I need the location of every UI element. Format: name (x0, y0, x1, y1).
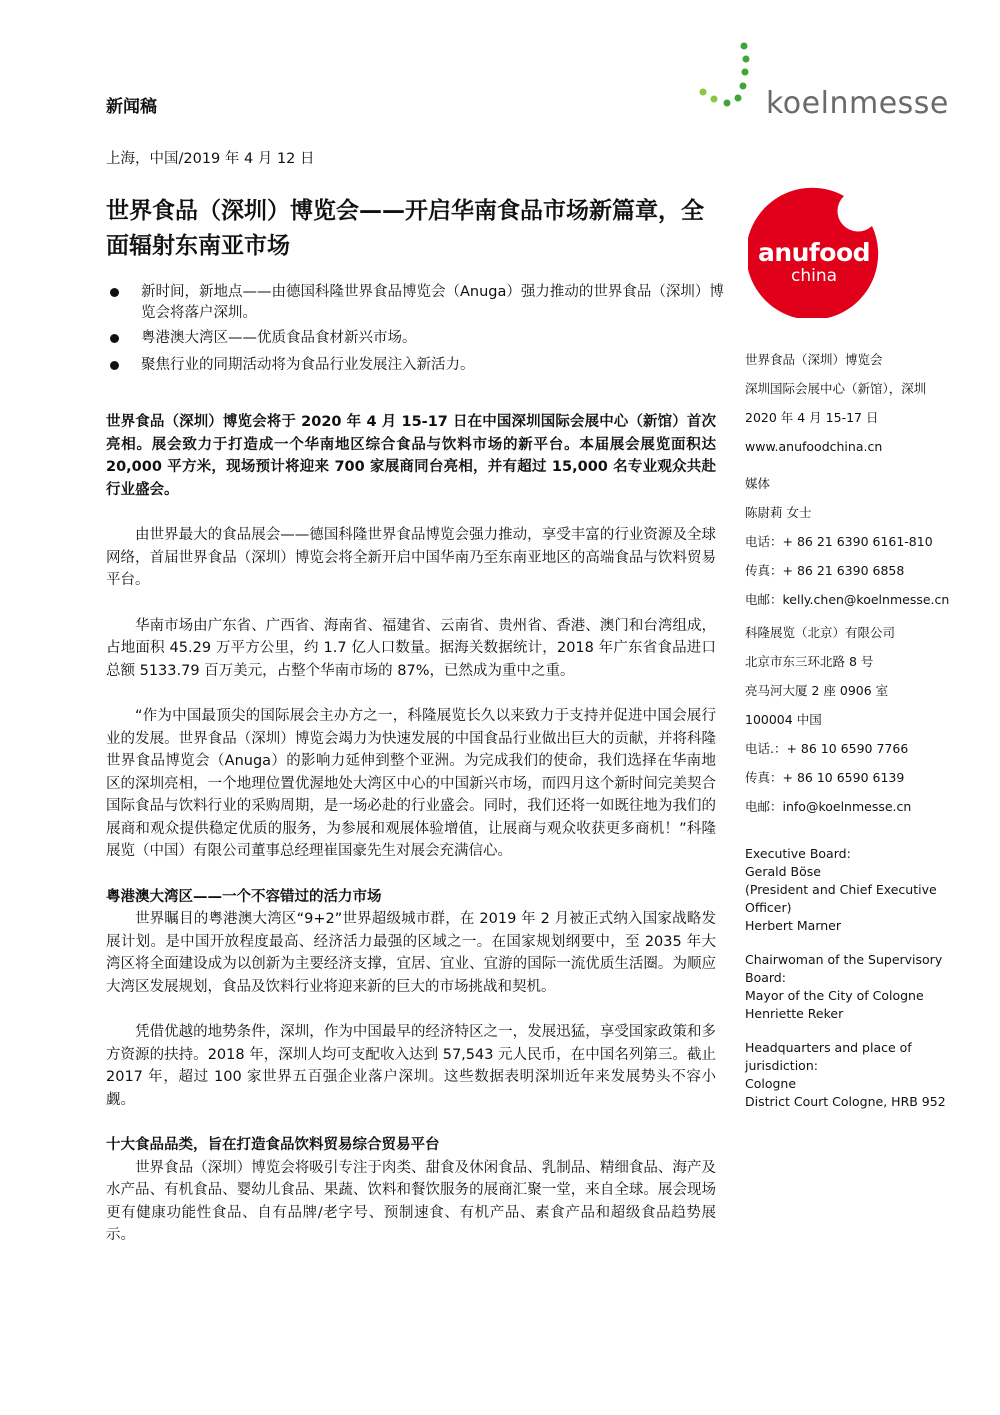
article-body (106, 411, 716, 1270)
company-address-line: 北京市东三环北路 8 号 (745, 654, 874, 669)
media-email-link[interactable]: 电邮：kelly.chen@koelnmesse.cn (745, 592, 950, 607)
lead-paragraph: 世界食品（深圳）博览会将于 2020 年 4 月 15-17 日在中国深圳国际会展中心（新馆）首次亮相。展会致力于打造成一个华南地区综合食品与饮料市场的新平台。本届展会展览面积达 20,000 平方米，现场预计将迎来 700 家展商同台亮相，并有超过 15,000 名专业观众共赴行业盛会。 (106, 414, 716, 498)
media-contact (745, 469, 985, 614)
document-type-label: 新闻稿 (106, 97, 157, 117)
chair-line: Chairwoman of the Supervisory (745, 952, 943, 967)
chair-line: Mayor of the City of Cologne (745, 988, 924, 1003)
koelnmesse-wordmark: koelnmesse (766, 86, 949, 121)
section-heading: 粤港澳大湾区——一个不容错过的活力市场 (106, 888, 382, 905)
media-fax: 传真：+ 86 21 6390 6858 (745, 563, 905, 578)
chair-line: Board: (745, 970, 786, 985)
media-contact-name: 陈尉莉 女士 (745, 505, 812, 520)
company-contact (745, 618, 985, 821)
company-address-line: 亮马河大厦 2 座 0906 室 (745, 683, 889, 698)
paragraph: 世界瞩目的粤港澳大湾区“9+2”世界超级城市群，在 2019 年 2 月被正式纳入国家战略发展计划。是中国开放程度最高、经济活力最强的区域之一。在国家规划纲要中，至 2035 年大湾区将全面建设成为以创新为主要经济支撑，宜居、宜业、宜游的国际一流优质生活圈。为顺应大湾区发展规划，食品及饮料行业将迎来新的巨大的市场挑战和契机。 (106, 911, 716, 995)
koelnmesse-dots-icon (700, 43, 750, 107)
paragraph: 世界食品（深圳）博览会将吸引专注于肉类、甜食及休闲食品、乳制品、精细食品、海产及水产品、有机食品、婴幼儿食品、果蔬、饮料和餐饮服务的展商汇聚一堂，来自全球。展会现场更有健康功能性食品、自有品牌/老字号、预制速食、有机产品、素食产品和超级食品趋势展示。 (106, 1159, 716, 1243)
section-heading: 十大食品品类，旨在打造食品饮料贸易综合贸易平台 (106, 1137, 440, 1153)
hq-line: jurisdiction: (745, 1058, 818, 1073)
bullet-icon (110, 334, 119, 343)
event-venue: 深圳国际会展中心（新馆），深圳 (745, 381, 927, 396)
anufood-logo-sub: china (790, 266, 838, 286)
chair-line: Henriette Reker (745, 1006, 844, 1021)
supervisory-board (745, 951, 985, 1023)
media-heading: 媒体 (745, 476, 771, 491)
key-points-list (106, 282, 724, 380)
headquarters-info (745, 1039, 985, 1111)
key-point: 粤港澳大湾区——优质食品食材新兴市场。 (106, 328, 724, 349)
paragraph: 由世界最大的食品展会——德国科隆世界食品博览会强力推动，享受丰富的行业资源及全球网络，首届世界食品（深圳）博览会将全新开启中国华南乃至东南亚地区的高端食品与饮料贸易平台。 (106, 527, 716, 588)
hq-line: District Court Cologne, HRB 952 (745, 1094, 946, 1109)
company-phone: 电话.：+ 86 10 6590 7766 (745, 741, 909, 756)
board-line: Gerald Böse (745, 864, 821, 879)
contact-sidebar (745, 345, 985, 1111)
media-phone: 电话：+ 86 21 6390 6161-810 (745, 534, 933, 549)
board-line: Executive Board: (745, 846, 851, 861)
board-line: (President and Chief Executive (745, 882, 937, 897)
key-point: 聚焦行业的同期活动将为食品行业发展注入新活力。 (106, 355, 724, 376)
company-fax: 传真：+ 86 10 6590 6139 (745, 770, 905, 785)
event-website-link[interactable]: www.anufoodchina.cn (745, 439, 883, 454)
anufood-logo-name: anufood (757, 238, 871, 267)
bullet-icon (110, 288, 119, 297)
paragraph: 华南市场由广东省、广西省、海南省、福建省、云南省、贵州省、香港、澳门和台湾组成，占地面积 45.29 万平方公里，约 1.7 亿人口数量。据海关数据统计，2018 年广东省食品进口总额 5133.79 百万美元，占整个华南市场的 87%，已然成为重中之重。 (106, 617, 716, 679)
company-postcode: 100004 中国 (745, 712, 822, 727)
event-info (745, 345, 985, 461)
event-date: 2020 年 4 月 15-17 日 (745, 410, 879, 425)
board-line: Officer) (745, 900, 792, 915)
company-name: 科隆展览（北京）有限公司 (745, 625, 896, 640)
key-point: 新时间，新地点——由德国科隆世界食品博览会（Anuga）强力推动的世界食品（深圳）博览会将落户深圳。 (106, 282, 724, 324)
board-line: Herbert Marner (745, 918, 841, 933)
event-name: 世界食品（深圳）博览会 (745, 352, 883, 367)
dateline: 上海，中国/2019 年 4 月 12 日 (106, 151, 315, 167)
bullet-icon (110, 361, 119, 370)
hq-line: Headquarters and place of (745, 1040, 912, 1055)
company-email-link[interactable]: 电邮：info@koelnmesse.cn (745, 799, 912, 814)
hq-line: Cologne (745, 1076, 797, 1091)
headline: 世界食品（深圳）博览会——开启华南食品市场新篇章，全面辐射东南亚市场 (106, 198, 704, 259)
executive-board (745, 845, 985, 935)
quote-paragraph: “作为中国最顶尖的国际展会主办方之一，科隆展览长久以来致力于支持并促进中国会展行业的发展。世界食品（深圳）博览会竭力为快速发展的中国食品行业做出巨大的贡献，并将科隆世界食品博览会（Anuga）的影响力延伸到整个亚洲。为完成我们的使命，我们选择在华南地区的深圳亮相，一个地理位置优渥地处大湾区中心的中国新兴市场，而四月这个新时间完美契合国际食品与饮料行业的采购周期，是一场必赴的行业盛会。同时，我们还将一如既往地为我们的展商和观众提供稳定优质的服务，为参展和观展体验增值，让展商与观众收获更多商机！”科隆展览（中国）有限公司董事总经理崔国豪先生对展会充满信心。 (106, 708, 716, 859)
paragraph: 凭借优越的地势条件，深圳，作为中国最早的经济特区之一，发展迅猛，享受国家政策和多方资源的扶持。2018 年，深圳人均可支配收入达到 57,543 元人民币，在中国名列第三。截止 2017 年，超过 100 家世界五百强企业落户深圳。这些数据表明深圳近年来发展势头不容小觑。 (106, 1024, 716, 1108)
